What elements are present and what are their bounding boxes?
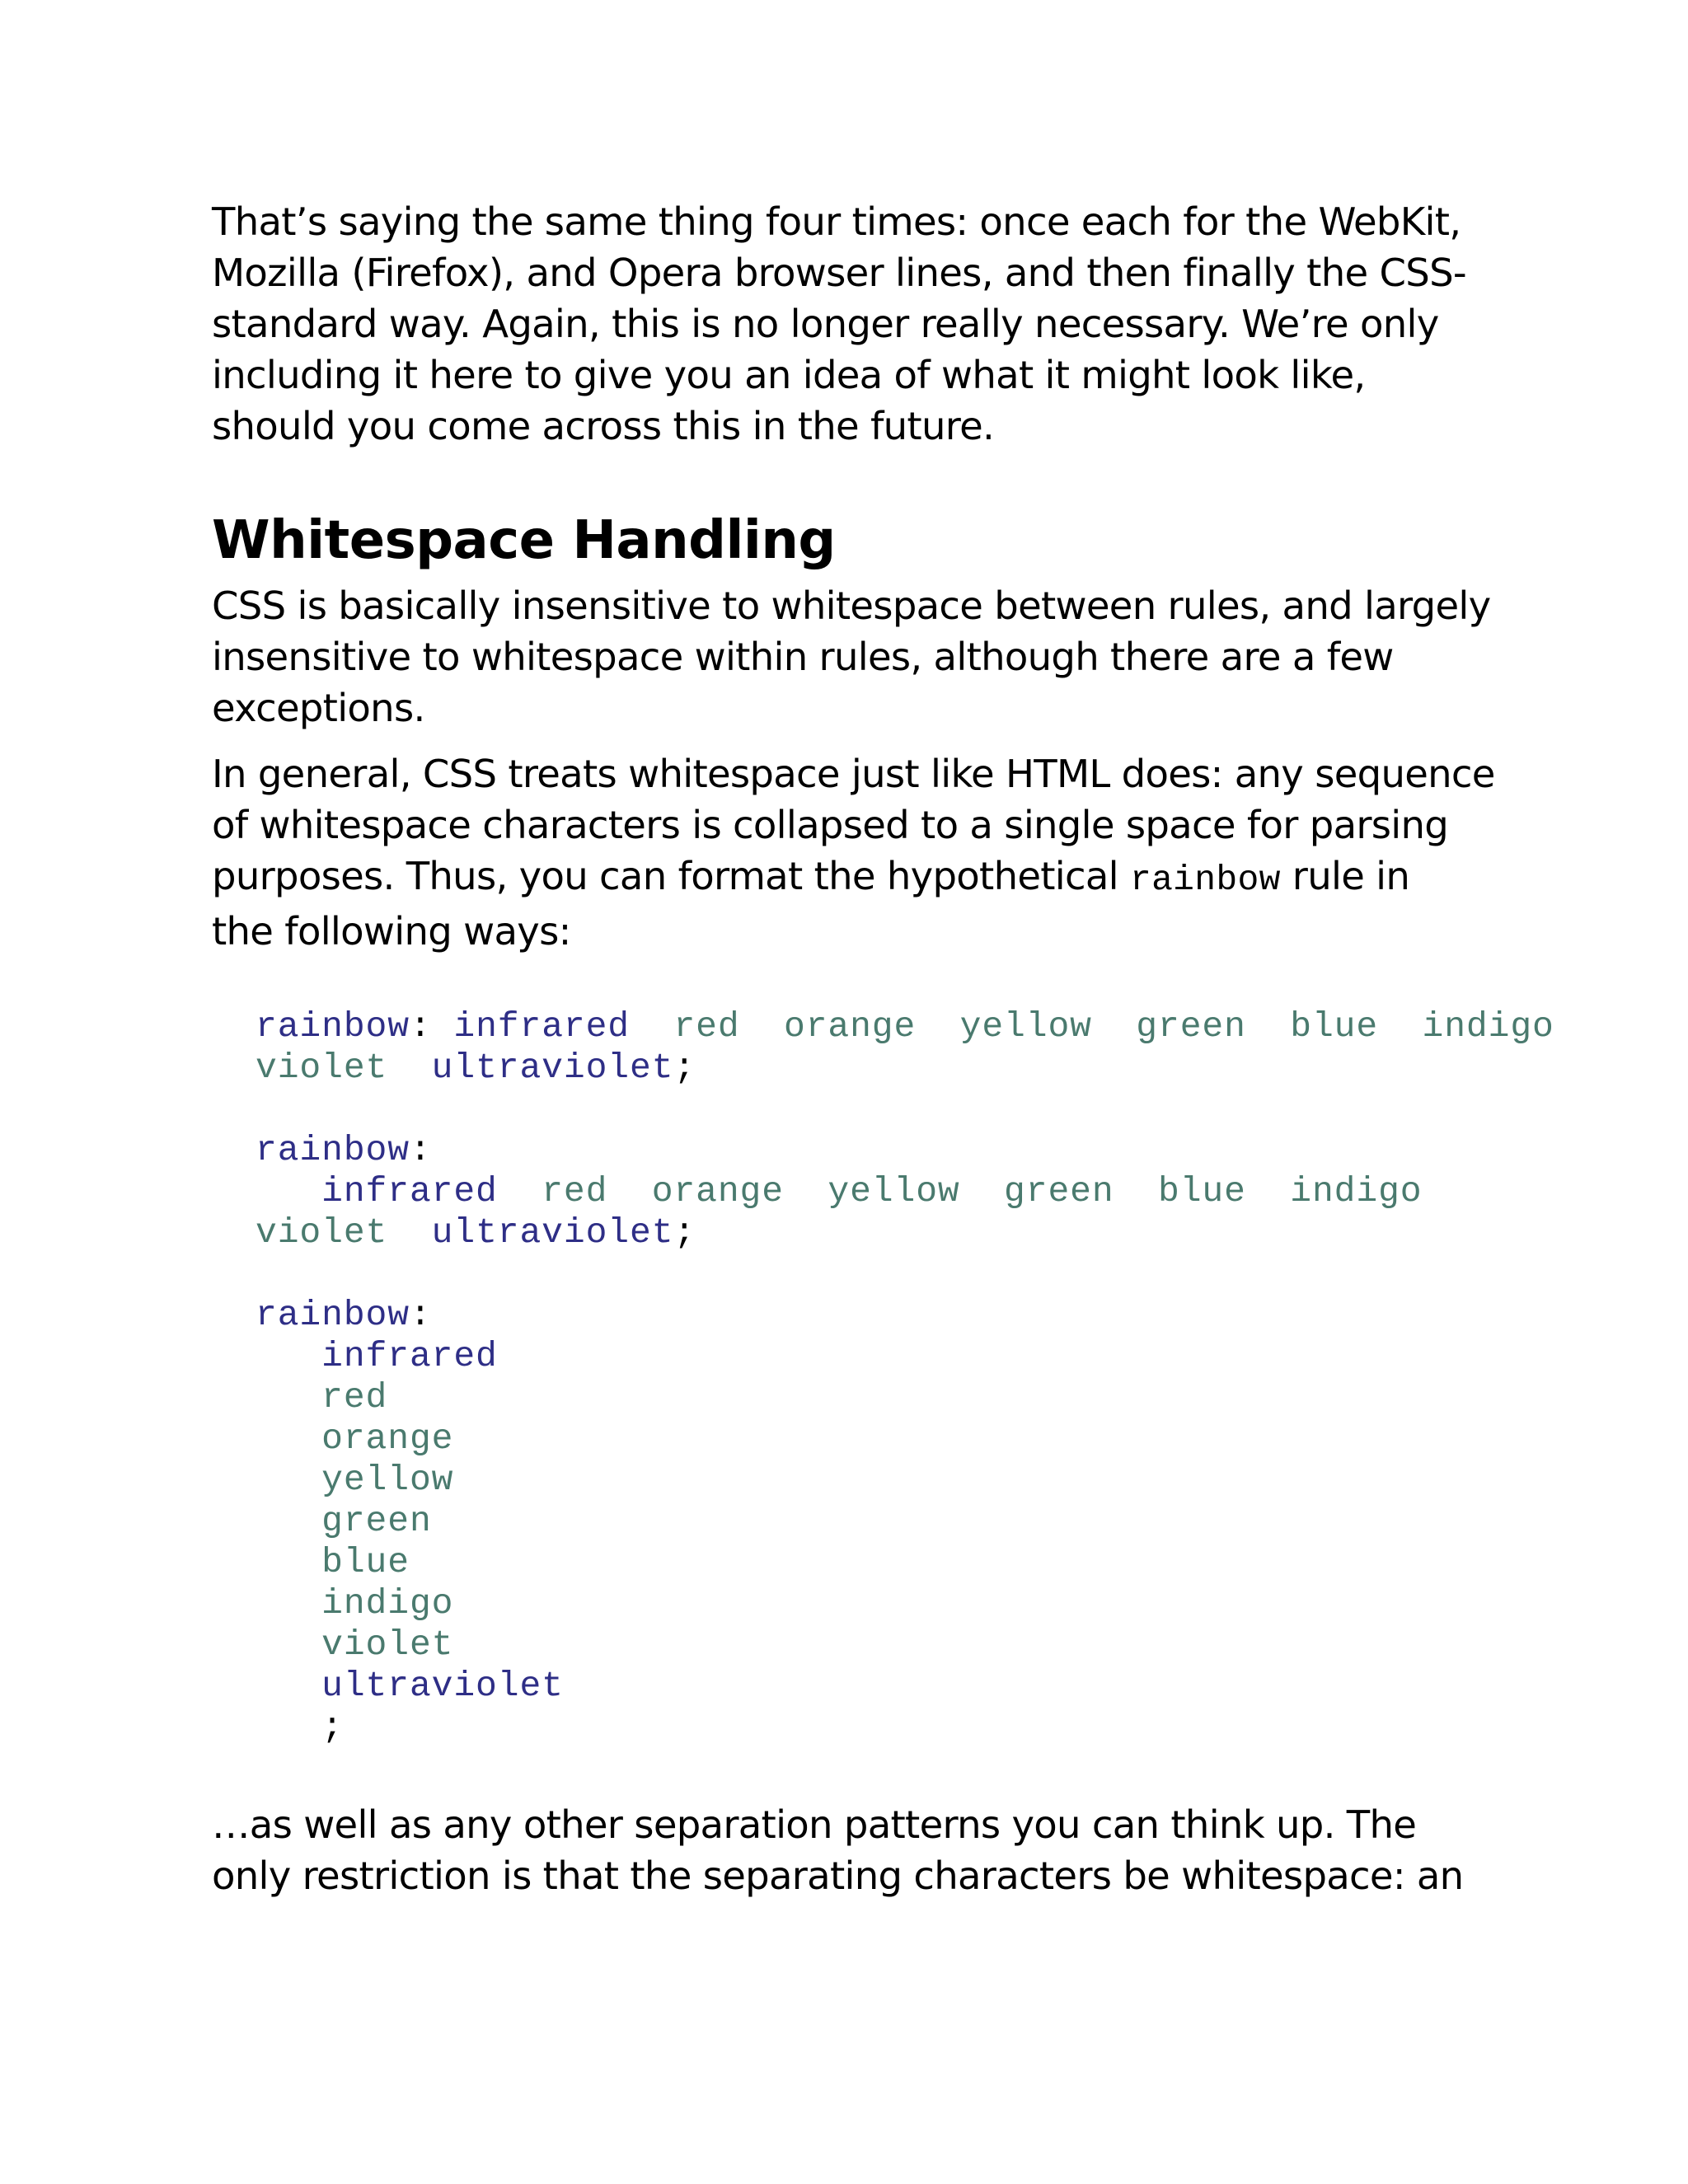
whitespace-paragraph-2 [212,748,1498,957]
text-line: should you come across this in the future. [212,404,995,448]
text-line: insensitive to whitespace within rules, although there are a few [212,635,1394,679]
code-property: rainbow [256,1006,410,1047]
code-value: red [321,1377,388,1418]
section-heading: Whitespace Handling [212,510,836,571]
code-value: violet [256,1047,388,1088]
text-line: Mozilla (Firefox), and Opera browser lines, and then finally the CSS- [212,251,1466,295]
text-line: of whitespace characters is collapsed to a single space for parsing [212,803,1449,847]
text-line: …as well as any other separation patterns you can think up. The [212,1802,1417,1847]
code-value: yellow [321,1460,454,1500]
code-value: ultraviolet [321,1666,564,1706]
code-value: orange [783,1006,917,1047]
code-value: blue [321,1542,410,1582]
text-line: CSS is basically insensitive to whitespace between rules, and largely [212,583,1491,628]
inline-code: rainbow [1129,860,1281,900]
text-line [212,851,1498,906]
code-value: green [1004,1171,1114,1212]
code-value: indigo [1290,1171,1423,1212]
code-value: indigo [321,1583,454,1624]
code-value: indigo [1422,1006,1554,1047]
code-colon: : [409,1006,432,1047]
code-value: orange [321,1418,454,1459]
code-property: rainbow [256,1295,410,1335]
text-line: standard way. Again, this is no longer really necessary. We’re only [212,302,1439,346]
text-line: the following ways: [212,909,571,954]
code-value: green [321,1501,432,1541]
code-value: orange [651,1171,784,1212]
code-semicolon: ; [673,1212,696,1253]
code-value: ultraviolet [431,1212,674,1253]
code-value: yellow [828,1171,960,1212]
document-page [212,196,1554,1901]
code-value: blue [1158,1171,1246,1212]
text-line: That’s saying the same thing four times: once each for the WebKit, [212,199,1461,244]
code-value: infrared [321,1171,498,1212]
code-value: violet [321,1624,454,1665]
text-line: In general, CSS treats whitespace just like HTML does: any sequence [212,752,1495,796]
text-line: including it here to give you an idea of what it might look like, [212,353,1366,397]
code-value: infrared [321,1336,498,1376]
code-value: violet [256,1212,388,1253]
code-property: rainbow [256,1130,410,1170]
whitespace-paragraph-1 [212,580,1498,733]
code-example [256,1006,1554,1748]
code-value: red [542,1171,608,1212]
code-semicolon: ; [673,1047,696,1088]
code-colon: : [409,1295,432,1335]
text-line: only restriction is that the separating characters be whitespace: an [212,1854,1464,1898]
code-semicolon: ; [321,1707,344,1747]
text-segment: purposes. Thus, you can format the hypothetical [212,854,1130,898]
code-value: ultraviolet [431,1047,674,1088]
code-value: red [673,1006,740,1047]
intro-paragraph [212,196,1498,452]
code-value: yellow [959,1006,1092,1047]
code-value: infrared [453,1006,631,1047]
text-segment: rule in [1280,854,1410,898]
closing-paragraph [212,1799,1498,1901]
code-value: blue [1290,1006,1379,1047]
text-line: exceptions. [212,686,425,730]
code-colon: : [409,1130,432,1170]
code-value: green [1136,1006,1246,1047]
